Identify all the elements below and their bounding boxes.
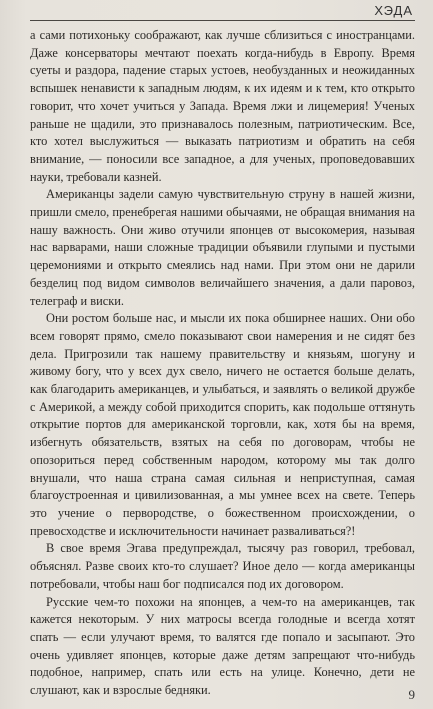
- body-text: [30, 27, 415, 700]
- page-number: 9: [408, 687, 415, 702]
- paragraph: В свое время Эгава предупреждал, тысячу раз говорил, требовал, объяснял. Разве своих кто-то слушает? Иное дело — когда американцы потребовали, чтобы наш бог подписался под их договором.: [30, 541, 415, 591]
- paragraph: Американцы задели самую чувствительную струну в нашей жизни, пришли смело, пренебрегая нашими обычаями, не обращая внимания на нашу важность. Они живо отучили японцев от высокомерия, называя нас варварами, наши сложные традиции объявили глупыми и пустыми церемониями и открыто смеялись над нами. При этом они не дарили безделиц под видом символов величайшего значения, а дали паровоз, телеграф и виски.: [30, 187, 415, 308]
- running-title: ХЭДА: [374, 3, 413, 18]
- paragraph: Они ростом больше нас, и мысли их пока обширнее наших. Они обо всем говорят прямо, смело показывают свои намерения и не сидят без дела. Пригрозили так нашему правительству и князьям, шогуну и живому богу, что у всех дух свело, ничего не остается больше делать, как благодарить американцев, и улыбаться, и заявлять о великой дружбе с Америкой, а между собой приходится спорить, как подольше оттянуть открытие портов для американской торговли, как, хотя бы на время, избегнуть обязательств, взятых на себя по договорам, чтобы не опозориться перед собственным народом, которому мы так долго внушали, что наша страна самая сильная и неприступная, самая благоустроенная и цивилизованная, а мы умнее всех на свете. Теперь это учение о первородстве, о божественном происхождении, о превосходстве и исключительности начинает разваливаться?!: [30, 311, 415, 538]
- paragraph: Русские чем-то похожи на японцев, а чем-то на американцев, так кажется некоторым. У них матросы всегда голодные и всегда хотят спать — если улучают время, то валятся где попало и засыпают. Это очень удивляет японцев, которые даже детям запрещают что-нибудь подобное, например, спать или есть на улице. Конечно, дети не слушают, как и взрослые бедняки.: [30, 594, 415, 698]
- paragraph: а сами потихоньку соображают, как лучше сблизиться с иностранцами. Даже консерваторы мечтают поехать когда-нибудь в Европу. Время суеты и раздора, падение старых устоев, необузданных и неожиданных вспышек ненависти к западным людям, к их идеям и к тем, кто открыто говорит, что хочет учиться у Запада. Время лжи и лицемерия! Ученых раньше не щадили, это признавалось полезным, патриотическим. Все, кто хотел выслужиться — выказать патриотизм и обратить на себя внимание, — поносили все западное, а для ученых, проповедовавших науки, требовали казней.: [30, 28, 415, 184]
- page-header: [30, 0, 415, 21]
